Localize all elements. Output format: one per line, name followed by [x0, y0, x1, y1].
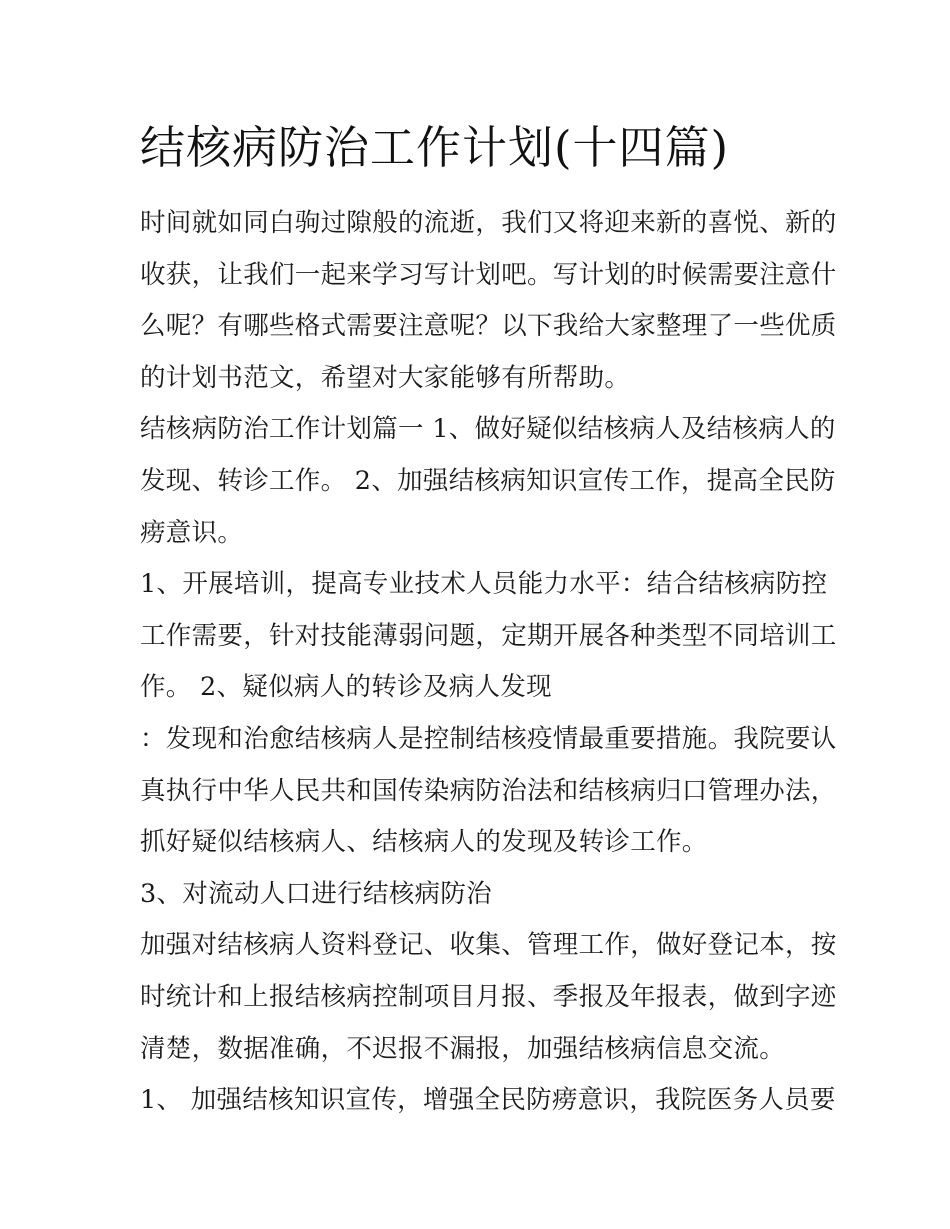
body-line: 清楚，数据准确，不迟报不漏报，加强结核病信息交流。 [140, 1033, 786, 1064]
body-line: 3、对流动人口进行结核病防治 [140, 878, 492, 909]
body-line: ：发现和治愈结核病人是控制结核疫情最重要措施。我院要认 [140, 723, 837, 754]
document-body [140, 198, 837, 1127]
body-line: 么呢？有哪些格式需要注意呢？以下我给大家整理了一些优质 [140, 311, 837, 342]
body-line: 的计划书范文，希望对大家能够有所帮助。 [140, 362, 631, 393]
body-line: 收获，让我们一起来学习写计划吧。写计划的时候需要注意什 [140, 259, 837, 290]
document-title: 结核病防治工作计划(十四篇) [140, 121, 730, 174]
body-line: 时统计和上报结核病控制项目月报、季报及年报表，做到字迹 [140, 981, 837, 1012]
body-line: 1、 加强结核知识宣传，增强全民防痨意识，我院医务人员要 [140, 1085, 836, 1116]
body-line: 痨意识。 [140, 517, 244, 548]
body-line: 1、开展培训，提高专业技术人员能力水平：结合结核病防控 [140, 569, 828, 600]
body-line: 抓好疑似结核病人、结核病人的发现及转诊工作。 [140, 827, 708, 858]
body-line: 作。 2、疑似病人的转诊及病人发现 [140, 672, 552, 703]
body-line: 真执行中华人民共和国传染病防治法和结核病归口管理办法， [140, 775, 837, 806]
body-line: 时间就如同白驹过隙般的流逝，我们又将迎来新的喜悦、新的 [140, 208, 837, 238]
body-line: 发现、转诊工作。 2、加强结核病知识宣传工作，提高全民防 [140, 465, 836, 496]
body-line: 工作需要，针对技能薄弱问题，定期开展各种类型不同培训工 [140, 620, 837, 651]
body-line: 加强对结核病人资料登记、收集、管理工作，做好登记本，按 [140, 930, 837, 961]
body-line: 结核病防治工作计划篇一 1、做好疑似结核病人及结核病人的 [140, 414, 836, 445]
